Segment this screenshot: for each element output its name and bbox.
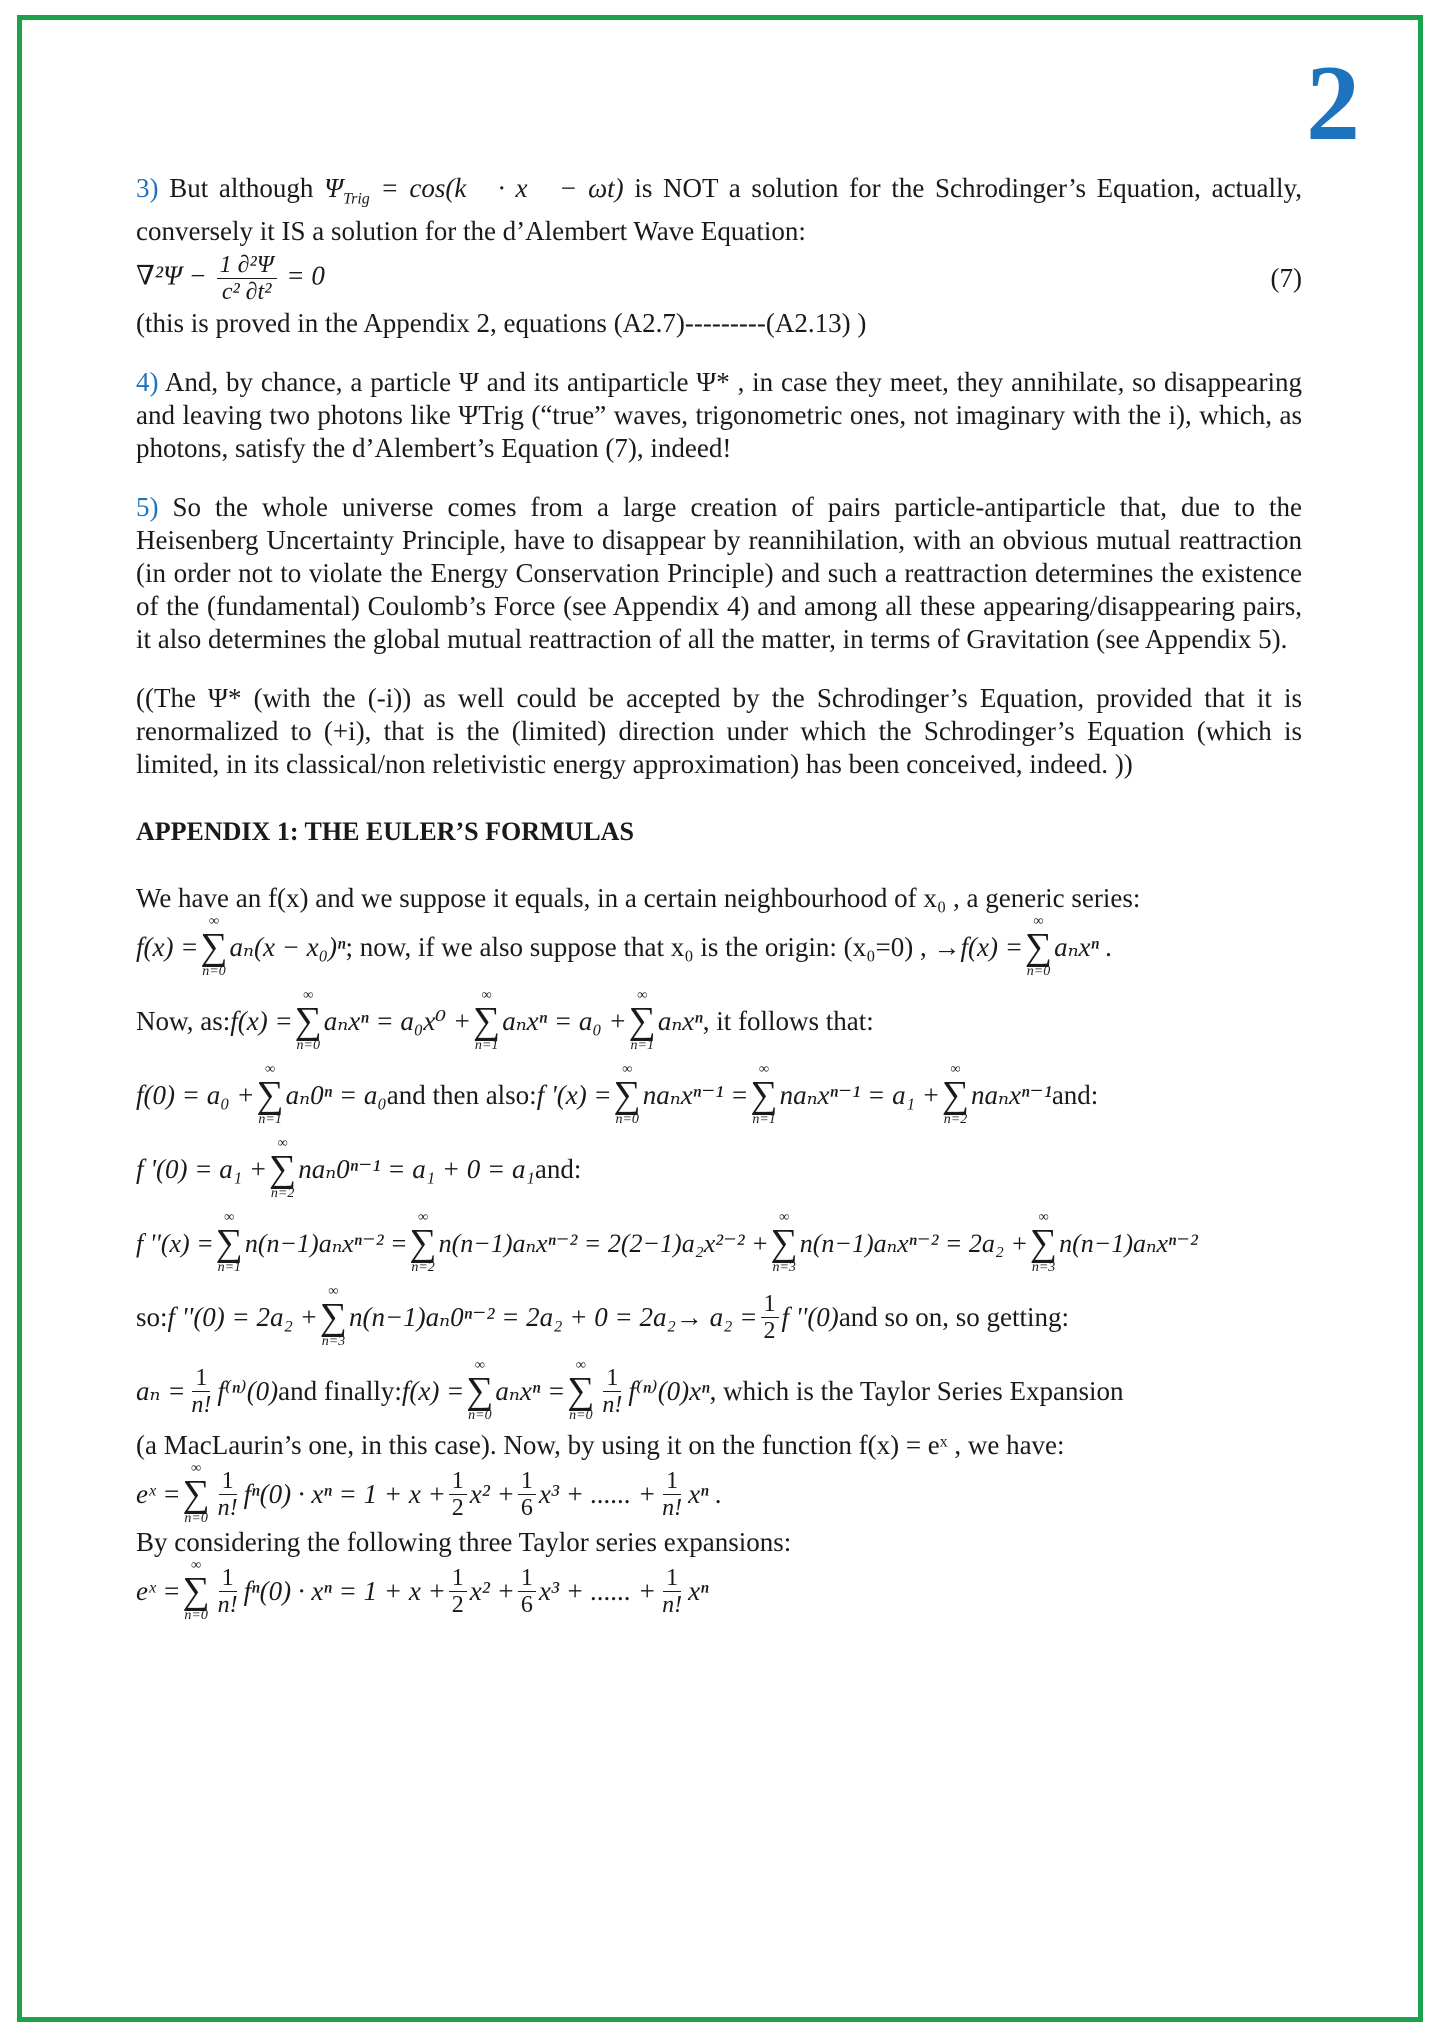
sum-symbol: ∞ ∑ n=0 (182, 1558, 210, 1624)
sum-symbol: ∞ ∑ n=0 (294, 988, 322, 1054)
equation-number: (7) (1270, 263, 1302, 294)
document-body (136, 172, 1302, 1623)
item-number: 3) (136, 173, 159, 203)
equation-7: ∇²Ψ − $\frac{\text{1 ∂²Ψ}}{\text{c² ∂t²}}$ = 0 (7) (136, 252, 1302, 306)
item-4: 4) And, by chance, a particle Ψ and its antiparticle Ψ* , in case they meet, they annihilate, so disappearing and leaving two photons like ΨTrig (“true” waves, trigonometric ones, not imaginary with the i), which, as photons, satisfy the d’Alembert’s Equation (7), indeed! (136, 367, 1302, 464)
sum-symbol: ∞ ∑ n=1 (750, 1062, 778, 1128)
appendix-heading: APPENDIX 1: THE EULER’S FORMULAS (136, 817, 634, 847)
sum-symbol: ∞ ∑ n=3 (770, 1210, 798, 1276)
sum-symbol: ∞ ∑ n=2 (941, 1062, 970, 1128)
sum-symbol: ∞ ∑ n=0 (613, 1062, 641, 1128)
sum-symbol: ∞ ∑ n=1 (215, 1210, 243, 1276)
sum-symbol: ∞ ∑ n=0 (1024, 914, 1053, 980)
fraction: $\frac{1}{6}$ (518, 1468, 536, 1521)
item-number: 4) (136, 367, 159, 398)
sum-symbol: ∞ ∑ n=0 (567, 1358, 595, 1424)
sum-symbol: ∞ ∑ n=1 (628, 988, 656, 1054)
second-derivative-at-zero: so: f ''(0) = 2a₂ + ∞ ∑ n=3 n(n−1)aₙ0ⁿ⁻² = 2a₂ + 0 = 2a₂ → a₂ = $\frac{1}{2}$ f ''(0) and so on, so getting: (136, 1284, 1070, 1350)
sum-symbol: ∞ ∑ n=0 (200, 914, 228, 980)
fraction: $\frac{1}{n!}$ (602, 1364, 623, 1418)
sum-symbol: ∞ ∑ n=1 (473, 988, 501, 1054)
exp-series-repeat: eˣ = ∞ ∑ n=0 $\frac{1}{n!}$ fⁿ(0) · xⁿ = 1 + x + $\frac{1}{2}$ x² + $\frac{1}{6}$ x³ + ...... + $\frac{1}{n!}$ xⁿ (136, 1558, 709, 1624)
sum-symbol: ∞ ∑ n=0 (466, 1358, 494, 1424)
fraction: $\frac{1}{6}$ (518, 1565, 536, 1618)
second-derivative: f ''(x) = ∞ ∑ n=1 n(n−1)aₙxⁿ⁻² = ∞ ∑ n=2 n(n−1)aₙxⁿ⁻² = 2(2−1)a₂x²⁻² + ∞ ∑ n=3 n(n−1)aₙxⁿ⁻² = 2a₂ + ∞ ∑ n=3 n(n−1)aₙxⁿ⁻² (136, 1210, 1198, 1276)
sum-symbol: ∞ ∑ n=3 (1030, 1210, 1058, 1276)
page-number: 2 (1306, 44, 1360, 163)
sum-symbol: ∞ ∑ n=2 (409, 1210, 437, 1276)
fraction: $\frac{\text{1 ∂²Ψ}}{\text{c² ∂t²}}$ (217, 252, 277, 305)
sum-symbol: ∞ ∑ n=0 (182, 1461, 210, 1527)
fraction: $\frac{1}{n!}$ (191, 1364, 212, 1418)
fraction: $\frac{1}{n!}$ (662, 1467, 683, 1521)
aside-note: ((The Ψ* (with the (-i)) as well could be accepted by the Schrodinger’s Equation, provided that it is renormalized to (+i), that is the (limited) direction under which the Schrodinger’s Equation (which is limited, in its classical/non reletivistic energy approximation) has been conceived, indeed. )) (136, 683, 1302, 780)
appendix-intro: We have an f(x) and we suppose it equals, in a certain neighbourhood of x₀ , a generic series: (136, 883, 1141, 914)
fraction: $\frac{1}{2}$ (761, 1291, 779, 1344)
maclaurin-note: (a MacLaurin’s one, in this case). Now, by using it on the function f(x) = eˣ , we have: (136, 1430, 1065, 1461)
series-expansion: Now, as: f(x) = ∞ ∑ n=0 aₙxⁿ = a₀x⁰ + ∞ ∑ n=1 aₙxⁿ = a₀ + ∞ ∑ n=1 aₙxⁿ , it follows that: (136, 988, 874, 1054)
sum-symbol: ∞ ∑ n=1 (256, 1062, 284, 1128)
taylor-coefficient: aₙ = $\frac{1}{n!}$ f⁽ⁿ⁾(0) and finally: f(x) = ∞ ∑ n=0 aₙxⁿ = ∞ ∑ n=0 $\frac{1}{n!}$ f⁽ⁿ⁾(0)xⁿ , which is the Taylor Series Expansion (136, 1358, 1124, 1424)
exp-series: eˣ = ∞ ∑ n=0 $\frac{1}{n!}$ fⁿ(0) · xⁿ = 1 + x + $\frac{1}{2}$ x² + $\frac{1}{6}$ x³ + ...... + $\frac{1}{n!}$ xⁿ . (136, 1461, 723, 1527)
fraction: $\frac{1}{n!}$ (217, 1564, 238, 1618)
series-definition: f(x) = ∞ ∑ n=0 aₙ(x − x₀)ⁿ ; now, if we also suppose that x₀ is the origin: (x₀=0) , → f(x) = ∞ ∑ n=0 aₙxⁿ . (136, 914, 1113, 980)
three-expansions-intro: By considering the following three Taylor series expansions: (136, 1527, 792, 1558)
sum-symbol: ∞ ∑ n=2 (269, 1136, 297, 1202)
first-derivative: f(0) = a₀ + ∞ ∑ n=1 aₙ0ⁿ = a₀ and then also: f '(x) = ∞ ∑ n=0 naₙxⁿ⁻¹ = ∞ ∑ n=1 naₙxⁿ⁻¹ = a₁ + ∞ ∑ n=2 naₙxⁿ⁻¹ and: (136, 1062, 1099, 1128)
fraction: $\frac{1}{n!}$ (662, 1564, 683, 1618)
proof-note: (this is proved in the Appendix 2, equations (A2.7)---------(A2.13) ) (136, 308, 867, 339)
fraction: $\frac{1}{n!}$ (217, 1467, 238, 1521)
item-number: 5) (136, 492, 159, 523)
item-5: 5) So the whole universe comes from a large creation of pairs particle-antiparticle that, due to the Heisenberg Uncertainty Principle, have to disappear by reannihilation, with an obvious mutual reattraction (in order not to violate the Energy Conservation Principle) and such a reattraction determines the existence of the (fundamental) Coulomb’s Force (see Appendix 4) and among all these appearing/disappearing pairs, it also determines the global mutual reattraction of all the matter, in terms of Gravitation (see Appendix 5). (136, 492, 1303, 655)
fraction: $\frac{1}{2}$ (449, 1565, 467, 1618)
sum-symbol: ∞ ∑ n=3 (319, 1284, 347, 1350)
item-3: 3) But although $\Psi_{Trig}$ = cos(k⃗ · x⃗ − ωt) is NOT a solution for the Schrodinger’s Equation, actually, conversely it IS a solution for the d’Alembert Wave Equation: (136, 173, 1303, 247)
fraction: $\frac{1}{2}$ (449, 1468, 467, 1521)
psi-trig: $\Psi_{Trig}$ (324, 173, 370, 208)
first-derivative-at-zero: f '(0) = a₁ + ∞ ∑ n=2 naₙ0ⁿ⁻¹ = a₁ + 0 = a₁ and: (136, 1136, 582, 1202)
